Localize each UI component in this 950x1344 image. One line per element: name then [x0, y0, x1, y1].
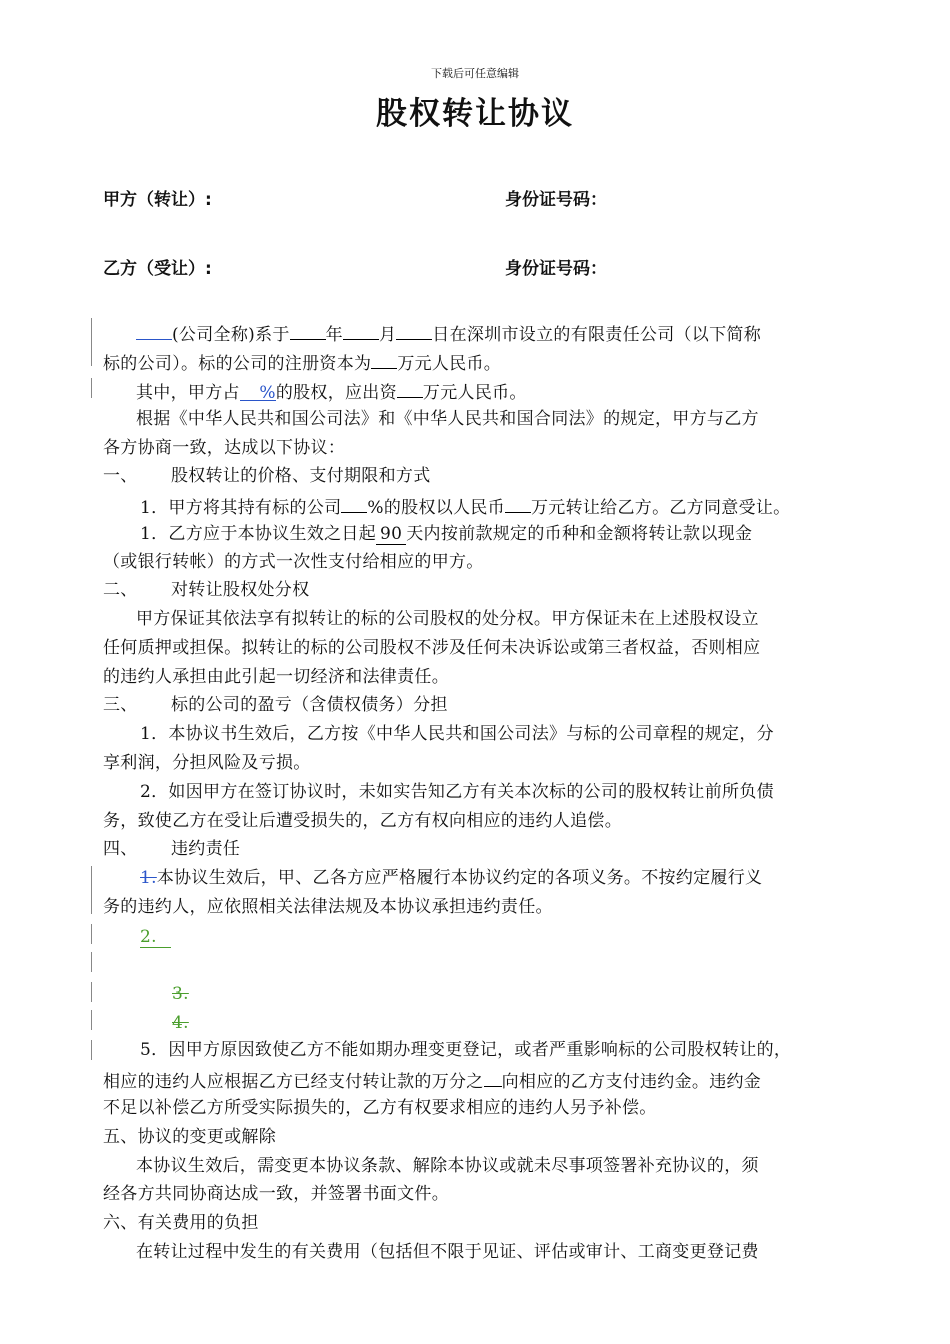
- revision-bar: [91, 1040, 92, 1060]
- intro-line-2: 标的公司）。标的公司的注册资本为 万元人民币。: [103, 351, 501, 374]
- section-4-heading: 四、 违约责任: [103, 839, 241, 859]
- section-1-para-2-cont: （或银行转帐）的方式一次性支付给相应的甲方。: [103, 552, 484, 572]
- section-4-para-5-cont-2: 不足以补偿乙方所受实际损失的，乙方有权要求相应的违约人另予补偿。: [103, 1098, 657, 1118]
- intro-line-3: 其中，甲方占 %的股权，应出资 万元人民币。: [136, 380, 527, 403]
- section-3-para-1: 1．本协议书生效后，乙方按《中华人民共和国公司法》与标的公司章程的规定，分: [140, 724, 774, 744]
- blank-day: [396, 322, 432, 340]
- section-3-para-1-cont: 享利润，分担风险及亏损。: [103, 753, 311, 773]
- section-3-heading: 三、 标的公司的盈亏（含债权债务）分担: [103, 695, 448, 715]
- section-4-para-5: 5．因甲方原因致使乙方不能如期办理变更登记，或者严重影响标的公司股权转让的，: [140, 1040, 792, 1060]
- blank-price: [505, 495, 531, 513]
- blank-capital: [371, 351, 397, 369]
- blank-year: [290, 322, 326, 340]
- blank-company-name: [136, 322, 172, 340]
- revision-bar: [91, 924, 92, 944]
- intro-line-5: 各方协商一致，达成以下协议：: [103, 438, 346, 458]
- blank-penalty-rate: [484, 1069, 502, 1087]
- section-2-line-3: 的违约人承担由此引起一切经济和法律责任。: [103, 667, 449, 687]
- section-4-para-5-cont: 相应的违约人应根据乙方已经支付转让款的万分之 向相应的乙方支付违约金。违约金: [103, 1069, 761, 1092]
- document-title: 股权转让协议: [376, 96, 574, 132]
- section-6-heading: 六、有关费用的负担: [103, 1213, 259, 1233]
- section-5-line-1: 本协议生效后，需变更本协议条款、解除本协议或就未尽事项签署补充协议的，须: [136, 1156, 759, 1176]
- intro-line-1: (公司全称)系于 年 月 日在深圳市设立的有限责任公司（以下简称: [136, 322, 761, 345]
- blank-investment: [397, 380, 423, 398]
- section-2-line-2: 任何质押或担保。拟转让的标的公司股权不涉及任何未决诉讼或第三者权益，否则相应: [103, 638, 761, 658]
- blank-share-percent: [341, 495, 367, 513]
- revision-bar: [91, 866, 92, 914]
- revision-bar: [91, 318, 92, 366]
- section-1-para-1: 1．甲方将其持有标的公司 %的股权以人民币 万元转让给乙方。乙方同意受让。: [140, 495, 790, 518]
- section-2-line-1: 甲方保证其依法享有拟转让的标的公司股权的处分权。甲方保证未在上述股权设立: [136, 609, 759, 629]
- header-note: 下载后可任意编辑: [431, 67, 519, 80]
- section-3-para-2-cont: 务，致使乙方在受让后遭受损失的，乙方有权向相应的违约人追偿。: [103, 811, 622, 831]
- section-1-heading: 一、 股权转让的价格、支付期限和方式: [103, 466, 431, 486]
- deleted-number: 1.: [140, 868, 157, 888]
- inserted-number-2: 2.: [140, 927, 171, 948]
- intro-line-4: 根据《中华人民共和国公司法》和《中华人民共和国合同法》的规定，甲方与乙方: [136, 409, 759, 429]
- party-b-label: 乙方（受让）:: [103, 259, 212, 279]
- party-a-id-label: 身份证号码：: [505, 190, 607, 210]
- section-4-para-1: 1.本协议生效后，甲、乙各方应严格履行本协议约定的各项义务。不按约定履行义: [140, 868, 763, 888]
- section-6-line-1: 在转让过程中发生的有关费用（包括但不限于见证、评估或审计、工商变更登记费: [136, 1242, 759, 1262]
- revision-bar: [91, 378, 92, 398]
- section-3-para-2: 2．如因甲方在签订协议时，未如实告知乙方有关本次标的公司的股权转让前所负债: [140, 782, 774, 802]
- payment-days: 90: [376, 524, 406, 545]
- revision-bar: [91, 952, 92, 972]
- revision-bar: [91, 1010, 92, 1030]
- section-2-heading: 二、 对转让股权处分权: [103, 580, 310, 600]
- party-b-id-label: 身份证号码：: [505, 259, 607, 279]
- section-5-heading: 五、协议的变更或解除: [103, 1127, 276, 1147]
- blank-month: [343, 322, 379, 340]
- section-4-para-1-cont: 务的违约人，应依照相关法律法规及本协议承担违约责任。: [103, 897, 553, 917]
- blank-percent: %: [240, 383, 276, 401]
- revision-bar: [91, 982, 92, 1002]
- section-5-line-2: 经各方共同协商达成一致，并签署书面文件。: [103, 1184, 449, 1204]
- deleted-number-3: 3.: [172, 984, 189, 1004]
- deleted-number-4: 4.: [172, 1013, 189, 1033]
- party-a-label: 甲方（转让）:: [103, 190, 212, 210]
- section-1-para-2: 1．乙方应于本协议生效之日起 90 天内按前款规定的币种和金额将转让款以现金: [140, 524, 753, 544]
